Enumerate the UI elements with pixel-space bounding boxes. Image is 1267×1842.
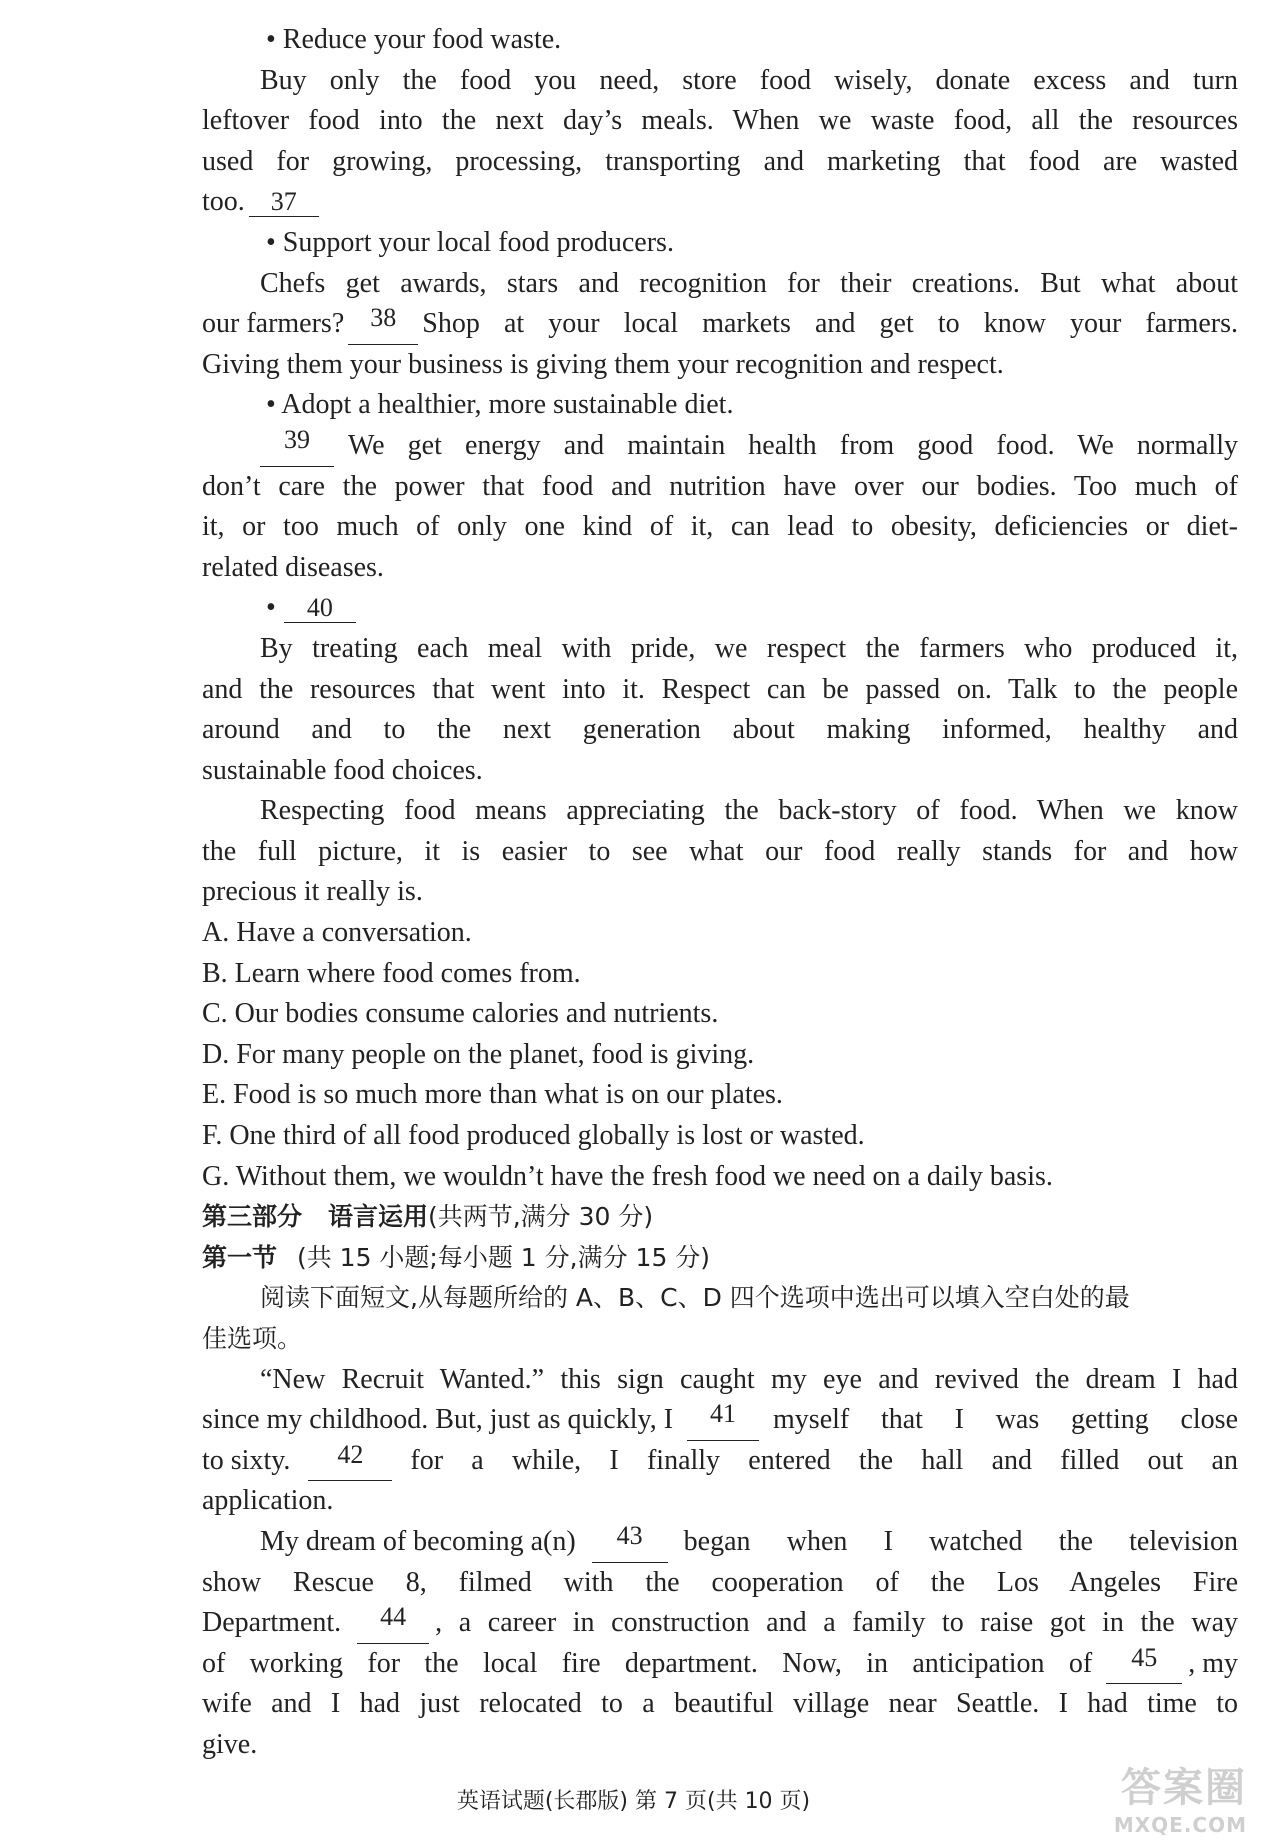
answer-blank-39: 39 <box>260 426 334 467</box>
text-fragment: of working for the local fire department. Now, in anticipation of <box>202 1647 1093 1679</box>
part-note: (共两节,满分 30 分) <box>427 1202 654 1232</box>
text-fragment: began when I watched the television <box>683 1525 1238 1557</box>
option-e: E. Food is so much more than what is on our plates. <box>202 1079 783 1111</box>
answer-blank-37: 37 <box>249 188 319 217</box>
text-fragment: for a while, I finally entered the hall and filled out an <box>410 1444 1238 1476</box>
text-line: around and to the next generation about making informed, healthy and <box>202 714 1238 746</box>
text-line: sustainable food choices. <box>202 754 483 786</box>
text-fragment: to sixty. <box>202 1444 291 1476</box>
text-fragment: Shop at your local markets and get to know your farmers. <box>422 308 1238 340</box>
option-f: F. One third of all food produced globally is lost or wasted. <box>202 1120 865 1152</box>
answer-blank-43: 43 <box>592 1522 668 1563</box>
part-name: 语言运用 <box>327 1202 428 1232</box>
text-line: wife and I had just relocated to a beautiful village near Seattle. I had time to <box>202 1688 1238 1720</box>
text-line: By treating each meal with pride, we respect the farmers who produced it, <box>260 632 1238 664</box>
text-line: show Rescue 8, filmed with the cooperation of the Los Angeles Fire <box>202 1566 1238 1598</box>
option-a: A. Have a conversation. <box>202 917 472 949</box>
text-line: related diseases. <box>202 551 384 583</box>
text-line: “New Recruit Wanted.” this sign caught my eye and revived the dream I had <box>260 1363 1238 1395</box>
text-line: application. <box>202 1485 334 1517</box>
bullet-heading <box>202 588 1238 629</box>
text-fragment: our farmers? <box>202 308 345 340</box>
option-b: B. Learn where food comes from. <box>202 957 581 989</box>
text-line: and the resources that went into it. Respect can be passed on. Talk to the people <box>202 673 1238 705</box>
text-line <box>202 1400 1238 1441</box>
section-note: (共 15 小题;每小题 1 分,满分 15 分) <box>296 1242 711 1272</box>
text-fragment: We get energy and maintain health from good food. We normally <box>348 429 1238 461</box>
section-heading <box>202 1238 1238 1279</box>
text-line: Giving them your business is giving them your recognition and respect. <box>202 348 1004 380</box>
text-line <box>202 182 1238 223</box>
instruction-line: 佳选项。 <box>202 1324 303 1353</box>
part-heading <box>202 1197 1238 1238</box>
text-line <box>202 1441 1238 1482</box>
text-line: leftover food into the next day’s meals. When we waste food, all the resources <box>202 105 1238 137</box>
text-line <box>202 304 1238 345</box>
text-line: don’t care the power that food and nutrition have over our bodies. Too much of <box>202 470 1238 502</box>
answer-blank-42: 42 <box>308 1441 392 1482</box>
answer-blank-45: 45 <box>1106 1644 1182 1685</box>
option-d: D. For many people on the planet, food is giving. <box>202 1038 755 1070</box>
text-fragment: , a career in construction and a family to raise got in the way <box>435 1607 1238 1639</box>
text-line: it, or too much of only one kind of it, can lead to obesity, deficiencies or diet- <box>202 511 1238 543</box>
answer-blank-41: 41 <box>687 1400 759 1441</box>
watermark-logo <box>1087 1756 1247 1836</box>
page-content <box>202 20 1238 1766</box>
text-line <box>202 426 1238 467</box>
text-line <box>202 1644 1238 1685</box>
watermark-url: MXQE.COM <box>1113 1813 1247 1837</box>
text-line: precious it really is. <box>202 876 423 908</box>
part-title: 第三部分 <box>202 1202 303 1232</box>
bullet-heading: • Reduce your food waste. <box>266 24 562 55</box>
text-line: the full picture, it is easier to see what our food really stands for and how <box>202 835 1238 867</box>
text-fragment: myself that I was getting close <box>773 1404 1238 1436</box>
text-line <box>202 1603 1238 1644</box>
text-fragment: since my childhood. But, just as quickly, I <box>202 1404 674 1436</box>
text-line: Buy only the food you need, store food wisely, donate excess and turn <box>260 64 1238 96</box>
text-line: give. <box>202 1728 258 1760</box>
answer-blank-38: 38 <box>348 304 418 345</box>
text-line: Chefs get awards, stars and recognition for their creations. But what about <box>260 267 1238 299</box>
text-fragment: too. <box>202 186 245 218</box>
text-fragment: Department. <box>202 1607 342 1639</box>
bullet-heading: • Support your local food producers. <box>266 226 674 258</box>
section-title: 第一节 <box>202 1242 278 1272</box>
text-fragment: , my <box>1188 1647 1238 1679</box>
page-footer: 英语试题(长郡版) 第 7 页(共 10 页) <box>456 1789 811 1814</box>
watermark-text: 答案圈 <box>1121 1765 1247 1811</box>
option-g: G. Without them, we wouldn’t have the fresh food we need on a daily basis. <box>202 1160 1053 1192</box>
text-line: used for growing, processing, transporting and marketing that food are wasted <box>202 145 1238 177</box>
bullet-mark: • <box>266 592 276 624</box>
option-c: C. Our bodies consume calories and nutrients. <box>202 998 719 1030</box>
bullet-heading: • Adopt a healthier, more sustainable diet. <box>266 389 734 421</box>
text-line: Respecting food means appreciating the back-story of food. When we know <box>260 795 1238 827</box>
text-fragment: My dream of becoming a(n) <box>260 1525 576 1557</box>
text-line <box>202 1522 1238 1563</box>
answer-blank-44: 44 <box>357 1603 429 1644</box>
answer-blank-40: 40 <box>284 594 356 623</box>
instruction-line: 阅读下面短文,从每题所给的 A、B、C、D 四个选项中选出可以填入空白处的最 <box>260 1283 1130 1313</box>
